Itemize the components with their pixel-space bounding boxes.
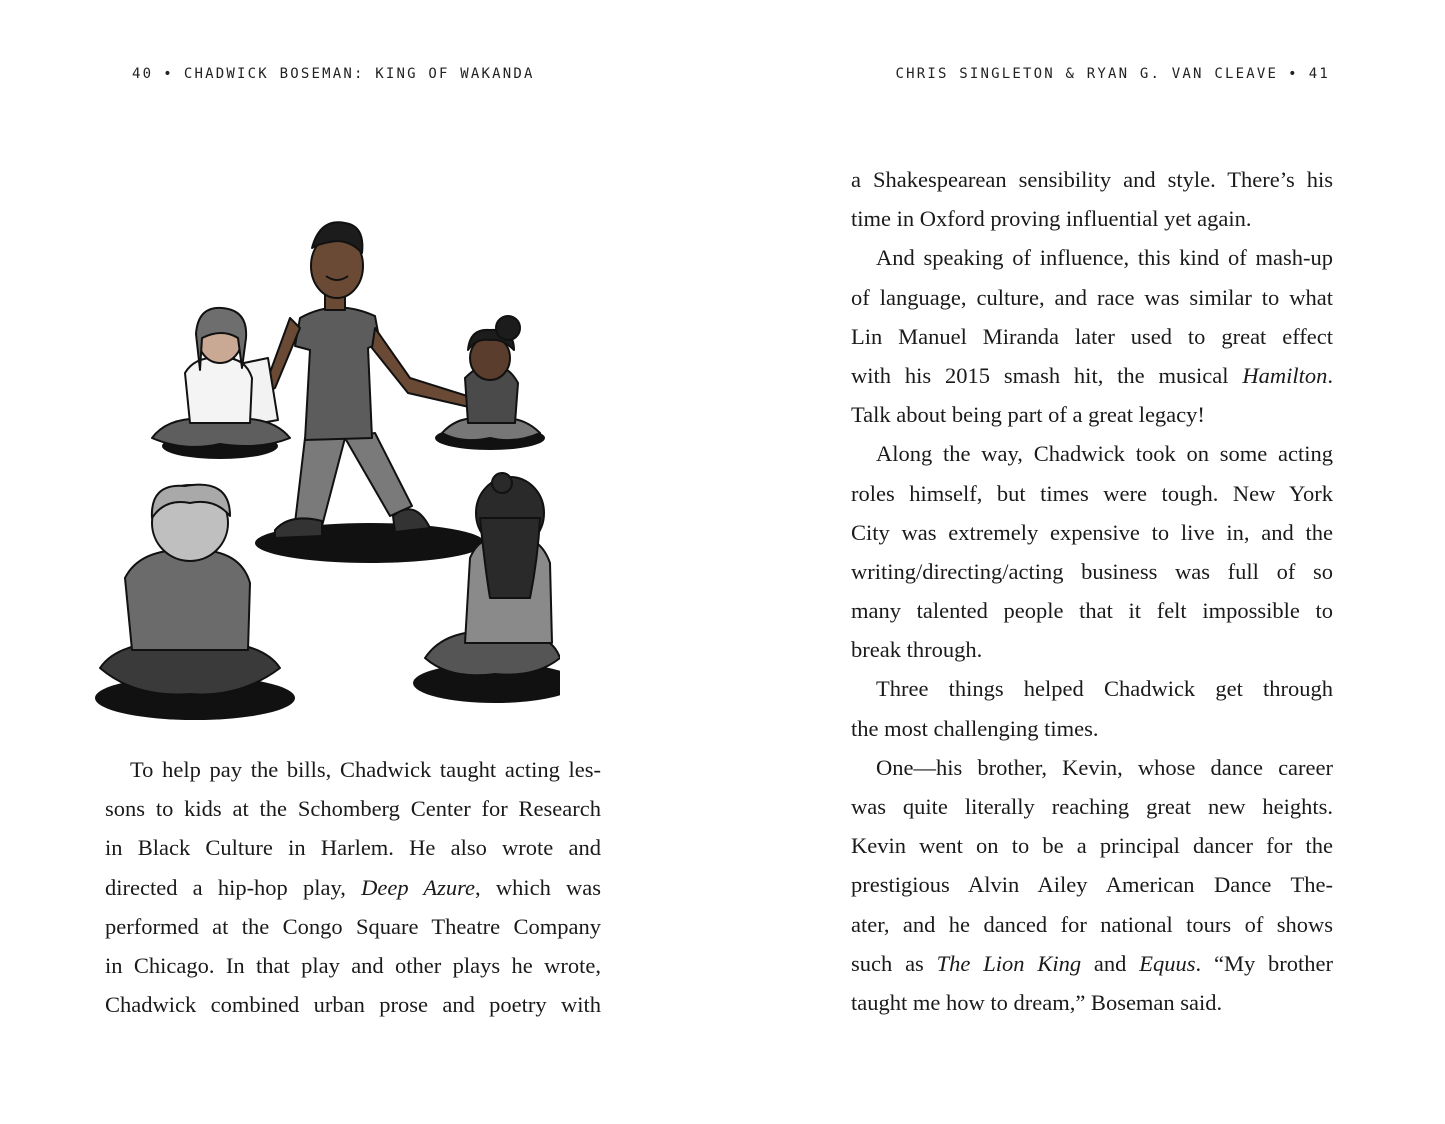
right-page [722,0,1445,1124]
text-line: sons to kids at the Schomberg Center for Research [105,796,601,822]
text-line: Lin Manuel Miranda later used to great effect [851,323,1333,349]
text-run: directed a hip-hop play, [105,874,362,900]
text-run: , which was [475,874,601,900]
text-line: of language, culture, and race was similar to what [851,284,1333,310]
text-line: prestigious Alvin Ailey American Dance The- [851,872,1333,898]
text-line: And speaking of influence, this kind of mash-up [876,245,1333,271]
text-line: the most challenging times. [851,715,1099,741]
text-line: performed at the Congo Square Theatre Company [105,913,601,939]
text-line: Talk about being part of a great legacy! [851,402,1205,428]
show-title-equus: Equus [1139,950,1196,976]
text-run: . [1327,362,1333,388]
teacher-reading-to-children-illustration [90,138,560,728]
left-body-text [105,750,601,1024]
text-line: was quite literally reaching great new heights. [851,794,1333,819]
text-line [105,868,601,907]
left-running-head-title: CHADWICK BOSEMAN: KING OF WAKANDA [183,66,535,82]
text-line: To help pay the bills, Chadwick taught acting les- [130,757,601,782]
text-line: taught me how to dream,” Boseman said. [851,989,1223,1015]
text-line: Along the way, Chadwick took on some acting [876,441,1333,467]
show-title-the-lion-king: The Lion King [936,950,1082,976]
text-line: in Black Culture in Harlem. He also wrote and [105,835,601,861]
text-line: One—his brother, Kevin, whose dance career [876,754,1333,780]
text-line: many talented people that it felt impossible to [851,598,1333,624]
left-page [0,0,722,1124]
text-run: and [1081,950,1140,976]
musical-title-hamilton: Hamilton [1242,362,1328,388]
text-line: Kevin went on to be a principal dancer for the [851,833,1333,859]
text-line: a Shakespearean sensibility and style. There’s his [851,167,1333,192]
right-body-text [851,160,1333,1022]
text-line: City was extremely expensive to live in, and the [851,519,1333,545]
text-run: . “My brother [1195,950,1333,976]
right-page-number: 41 [1308,66,1330,82]
play-title-deep-azure: Deep Azure [361,874,476,900]
text-line [851,944,1333,983]
text-line: Three things helped Chadwick get through [876,676,1333,702]
text-run: with his 2015 smash hit, the musical [851,362,1243,388]
right-running-head-authors: CHRIS SINGLETON & RYAN G. VAN CLEAVE [895,66,1279,82]
text-line: break through. [851,637,983,663]
text-line [851,356,1333,395]
text-line: writing/directing/acting business was full of so [851,558,1333,584]
text-line: in Chicago. In that play and other plays he wrote, [105,952,601,978]
right-running-head: CHRIS SINGLETON & RYAN G. VAN CLEAVE • 41 [895,66,1330,82]
left-page-number: 40 [132,66,154,82]
text-line: ater, and he danced for national tours of shows [851,911,1333,937]
text-line: time in Oxford proving influential yet again. [851,206,1252,232]
text-line: roles himself, but times were tough. New York [851,480,1333,506]
text-run: such as [851,950,937,976]
left-running-head: 40 • CHADWICK BOSEMAN: KING OF WAKANDA [132,66,535,82]
text-line: Chadwick combined urban prose and poetry with [105,992,601,1018]
